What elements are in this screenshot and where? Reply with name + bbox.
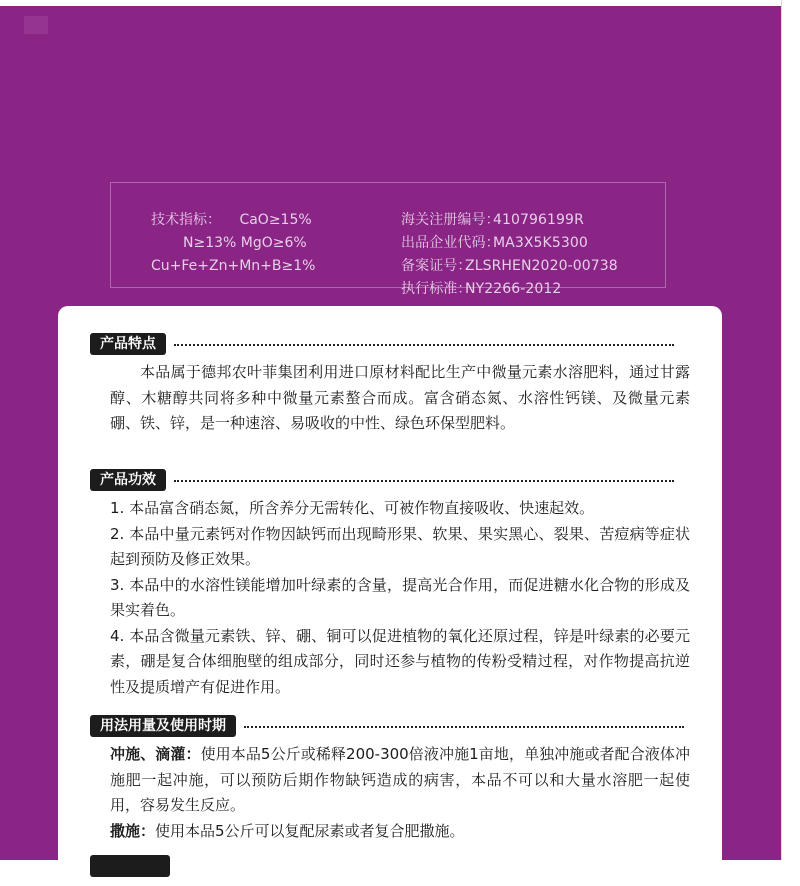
features-heading bbox=[90, 332, 674, 356]
usage-item-drip bbox=[110, 742, 690, 819]
info-card bbox=[58, 306, 722, 886]
spec-box bbox=[110, 182, 666, 297]
effects-heading bbox=[90, 468, 674, 492]
usage-heading bbox=[90, 714, 684, 738]
spec-standard bbox=[401, 278, 671, 301]
next-badge-partial bbox=[90, 855, 170, 877]
spec-record-value: ZLSRHEN2020-00738 bbox=[465, 258, 618, 274]
spec-record-label: 备案证号： bbox=[401, 258, 472, 274]
usage-item-spread bbox=[110, 819, 690, 845]
features-badge: 产品特点 bbox=[90, 333, 166, 355]
usage-spread-label: 撒施： bbox=[110, 821, 156, 840]
spec-code bbox=[401, 232, 671, 255]
spec-line-1 bbox=[151, 209, 351, 232]
spec-left-column bbox=[151, 209, 351, 278]
spec-standard-value: NY2266-2012 bbox=[465, 281, 562, 297]
spec-code-label: 出品企业代码： bbox=[401, 235, 500, 251]
spec-reg-label: 海关注册编号： bbox=[401, 212, 500, 228]
effects-badge: 产品功效 bbox=[90, 469, 166, 491]
next-heading bbox=[90, 854, 170, 878]
effect-item-4: 4. 本品含微量元素铁、锌、硼、铜可以促进植物的氧化还原过程，锌是叶绿素的必要元素，硼是复合体细胞壁的组成部分，同时还参与植物的传粉受精过程，对作物提高抗逆性及提质增产有促进作用。 bbox=[110, 626, 690, 696]
usage-spread-text: 使用本品5公斤可以复配尿素或者复合肥撒施。 bbox=[155, 821, 465, 840]
effect-item-2: 2. 本品中量元素钙对作物因缺钙而出现畸形果、软果、果实黑心、裂果、苦痘病等症状起到预防及修正效果。 bbox=[110, 524, 690, 568]
spec-reg bbox=[401, 209, 671, 232]
dotted-divider bbox=[174, 480, 674, 482]
spec-line-3: Cu+Fe+Zn+Mn+B≥1% bbox=[151, 258, 316, 274]
spec-cao: CaO≥15% bbox=[239, 212, 312, 228]
usage-list bbox=[110, 742, 690, 844]
spec-code-value: MA3X5K5300 bbox=[493, 235, 588, 251]
effect-item-3: 3. 本品中的水溶性镁能增加叶绿素的含量，提高光合作用，而促进糖水化合物的形成及果实着色。 bbox=[110, 575, 690, 619]
right-margin bbox=[781, 0, 800, 860]
features-text: 本品属于德邦农叶菲集团利用进口原材料配比生产中微量元素水溶肥料，通过甘露醇、木糖醇共同将多种中微量元素螯合而成。富含硝态氮、水溶性钙镁、及微量元素硼、铁、锌，是一种速溶、易吸收的中性、绿色环保型肥料。 bbox=[110, 363, 690, 432]
effects-list bbox=[110, 496, 690, 700]
corner-mark bbox=[24, 16, 48, 34]
spec-reg-value: 410796199R bbox=[493, 212, 584, 228]
usage-drip-label: 冲施、滴灌： bbox=[110, 745, 201, 763]
spec-record bbox=[401, 255, 671, 278]
spec-right-column bbox=[401, 209, 671, 301]
dotted-divider bbox=[244, 726, 684, 728]
dotted-divider bbox=[174, 344, 674, 346]
spec-line-2: N≥13% MgO≥6% bbox=[183, 235, 307, 251]
spec-standard-label: 执行标准： bbox=[401, 281, 472, 297]
usage-drip-text: 使用本品5公斤或稀释200-300倍液冲施1亩地，单独冲施或者配合液体冲施肥一起冲施，可以预防后期作物缺钙造成的病害，本品不可以和大量水溶肥一起使用，容易发生反应。 bbox=[110, 745, 690, 814]
effect-item-1: 1. 本品富含硝态氮，所含养分无需转化、可被作物直接吸收、快速起效。 bbox=[110, 499, 595, 517]
spec-label: 技术指标： bbox=[151, 212, 221, 228]
usage-badge: 用法用量及使用时期 bbox=[90, 715, 236, 737]
